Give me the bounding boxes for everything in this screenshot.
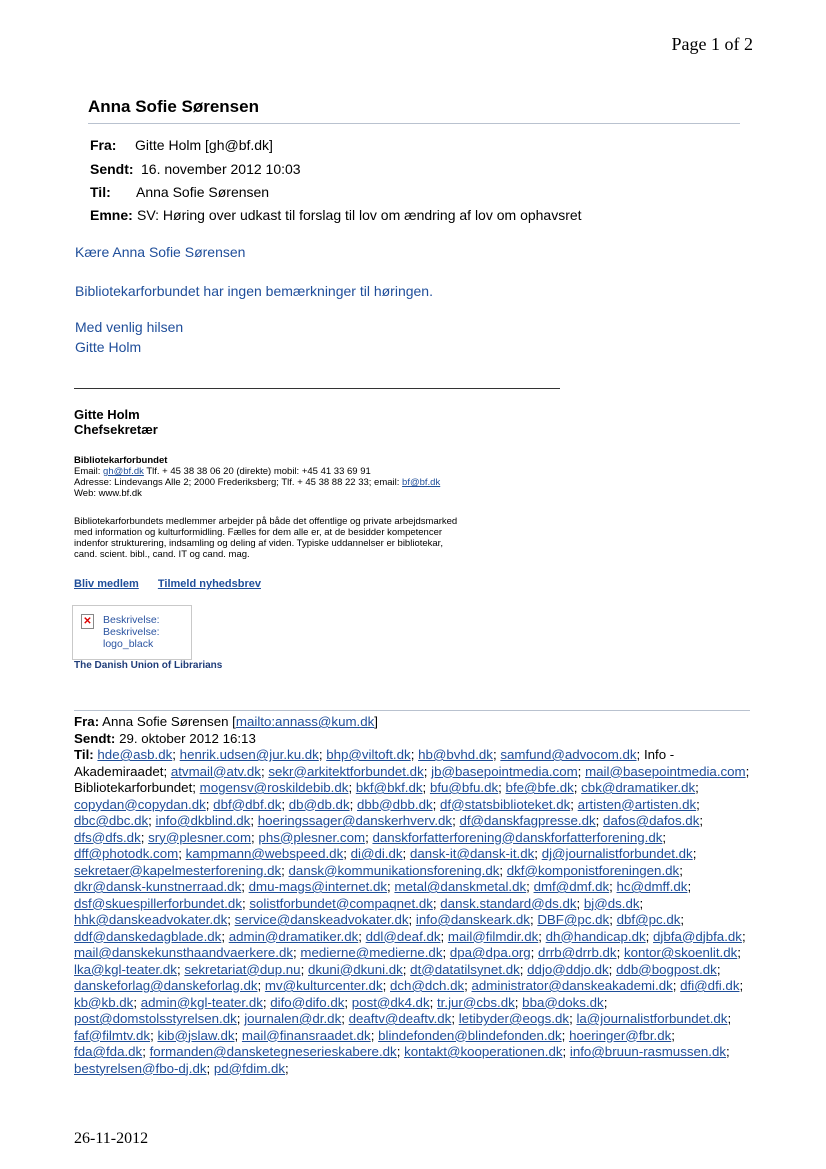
recipient-address[interactable]: dsf@skuespillerforbundet.dk [74, 895, 242, 911]
recipient-address[interactable]: df@danskfagpresse.dk [459, 813, 596, 828]
address-email-link[interactable]: bf@bf.dk [402, 477, 441, 488]
recipient-address[interactable]: medierne@medierne.dk [300, 945, 443, 960]
sent-label: Sendt: [90, 161, 134, 177]
recipient-address[interactable]: bhp@viltoft.dk [326, 747, 411, 762]
recipient-address[interactable]: hoeringssager@danskerhverv.dk [257, 813, 453, 828]
from-value: Gitte Holm [gh@bf.dk] [135, 137, 273, 153]
to-value: Anna Sofie Sørensen [136, 184, 270, 200]
recipient-address: Info - Akademiraadet [74, 747, 675, 779]
signature-email-line [74, 466, 371, 477]
recipient-address[interactable]: admin@dramatiker.dk [228, 928, 359, 944]
recipient-address: Bibliotekarforbundet [74, 780, 193, 795]
forwarded-message [74, 714, 750, 1077]
recipient-address[interactable]: hoeringer@fbr.dk [569, 1027, 672, 1043]
recipient-address[interactable]: mail@danskekunsthaandvaerkere.dk [74, 945, 293, 960]
signature-divider [74, 388, 560, 389]
recipient-address[interactable]: faf@filmtv.dk [74, 1027, 151, 1043]
closing: Med venlig hilsen [75, 319, 184, 335]
description-line-4: cand. scient. bibl., cand. IT og cand. mag. [74, 549, 250, 560]
recipient-address[interactable]: artisten@artisten.dk [577, 796, 697, 812]
recipient-address[interactable]: sekretaer@kapelmesterforening.dk [74, 862, 282, 878]
recipient-address[interactable]: atvmail@atv.dk [170, 763, 261, 779]
signature-links [74, 578, 277, 590]
recipient-address[interactable]: db@db.dk [288, 796, 350, 812]
page-number: Page 1 of 2 [671, 34, 753, 54]
broken-image-icon: ✕ [81, 614, 94, 629]
recipient-address[interactable]: bfe@bfe.dk [505, 780, 574, 795]
recipient-address[interactable]: copydan@copydan.dk [74, 796, 206, 812]
recipient-address[interactable]: tr.jur@cbs.dk [436, 994, 515, 1010]
forward-divider [74, 710, 750, 711]
recipient-address[interactable]: formanden@dansketegneserieskabere.dk [149, 1044, 397, 1059]
recipient-address[interactable]: dch@dch.dk [390, 978, 465, 993]
recipient-address[interactable]: sry@plesner.com [148, 829, 252, 845]
recipient-address[interactable]: dh@handicap.dk [545, 928, 646, 944]
signature-name: Gitte Holm [74, 407, 140, 422]
forwarded-sent-row: Sendt: 29. oktober 2012 16:13 [74, 730, 256, 746]
recipient-address[interactable]: df@statsbiblioteket.dk [440, 796, 571, 812]
footer-date: 26-11-2012 [74, 1130, 149, 1147]
recipient-address[interactable]: mail@filmdir.dk [447, 928, 539, 944]
recipient-address[interactable]: bfu@bfu.dk [429, 780, 499, 795]
recipient-address[interactable]: sekr@arkitektforbundet.dk [268, 763, 424, 779]
recipient-address[interactable]: service@danskeadvokater.dk [234, 912, 409, 927]
title-divider [88, 123, 740, 124]
signature-role: Chefsekretær [74, 422, 158, 437]
subject-value: SV: Høring over udkast til forslag til lov om ændring af lov om ophavsret [137, 207, 582, 223]
recipient-address[interactable]: mv@kulturcenter.dk [264, 978, 383, 993]
recipient-address[interactable]: phs@plesner.com [258, 829, 366, 845]
recipient-address[interactable]: dfi@dfi.dk [680, 978, 740, 993]
recipient-address[interactable]: djbfa@djbfa.dk [653, 928, 742, 944]
recipient-address[interactable]: bj@ds.dk [583, 895, 640, 911]
recipient-address[interactable]: ddjo@ddjo.dk [527, 961, 609, 977]
email-prefix: Email: [74, 466, 101, 477]
recipient-address[interactable]: kb@kb.dk [74, 994, 134, 1010]
recipient-address[interactable]: dkuni@dkuni.dk [307, 961, 403, 977]
recipient-address[interactable]: dkr@dansk-kunstnerraad.dk [74, 879, 242, 894]
recipient-address[interactable]: ddl@deaf.dk [365, 928, 441, 944]
recipient-address[interactable]: ddb@bogpost.dk [616, 961, 717, 977]
recipient-address[interactable]: info@dkblind.dk [155, 813, 251, 828]
recipient-address[interactable]: bkf@bkf.dk [355, 780, 423, 795]
newsletter-link[interactable]: Tilmeld nyhedsbrev [157, 578, 261, 590]
recipient-address[interactable]: administrator@danskeakademi.dk [471, 978, 673, 993]
recipient-address[interactable]: danskeforlag@danskeforlag.dk [74, 978, 258, 993]
recipient-address[interactable]: samfund@advocom.dk [500, 747, 637, 762]
recipient-address[interactable]: drrb@drrb.dk [538, 945, 617, 960]
to-label: Til: [90, 184, 111, 200]
recipient-address[interactable]: dkf@komponistforeningen.dk [506, 862, 680, 878]
recipient-address[interactable]: info@bruun-rasmussen.dk [569, 1044, 727, 1059]
recipient-address[interactable]: dfs@dfs.dk [74, 829, 141, 845]
recipient-address[interactable]: dpa@dpa.org [449, 945, 531, 960]
header-to-row [90, 184, 270, 200]
signature-email-link[interactable]: gh@bf.dk [103, 466, 144, 477]
recipient-address[interactable]: difo@difo.dk [270, 994, 345, 1010]
address-text: Adresse: Lindevangs Alle 2; 2000 Frederiksberg; Tlf. + 45 38 88 22 33; email: [74, 477, 400, 488]
recipient-address[interactable]: kontakt@kooperationen.dk [404, 1044, 563, 1059]
recipient-address[interactable]: henrik.udsen@jur.ku.dk [179, 747, 319, 762]
recipient-address[interactable]: metal@danskmetal.dk [394, 879, 527, 894]
recipient-address[interactable]: di@di.dk [350, 846, 403, 861]
recipient-address[interactable]: dj@journalistforbundet.dk [541, 846, 693, 861]
message-text: Bibliotekarforbundet har ingen bemærkninger til høringen. [75, 283, 433, 299]
recipient-address[interactable]: hde@asb.dk [97, 747, 173, 762]
recipient-address[interactable]: pd@fdim.dk [213, 1060, 286, 1076]
greeting: Kære Anna Sofie Sørensen [75, 244, 246, 260]
sent-value: 16. november 2012 10:03 [141, 161, 301, 177]
recipient-address[interactable]: cbk@dramatiker.dk [581, 780, 696, 795]
signature-web: Web: www.bf.dk [74, 488, 142, 499]
header-sent-row [90, 161, 301, 177]
phone-line: Tlf. + 45 38 38 06 20 (direkte) mobil: +45 41 33 69 91 [146, 466, 371, 477]
recipient-address[interactable]: mogensv@roskildebib.dk [199, 780, 349, 795]
header-from-row [90, 137, 273, 153]
description-line-3: indenfor strukturering, indsamling og deling af viden. Typiske uddannelser er bibliotekar, [74, 538, 443, 549]
closing-name: Gitte Holm [75, 339, 142, 355]
forwarded-from-mailto[interactable]: mailto:annass@kum.dk [235, 714, 375, 729]
recipient-address[interactable]: dbc@dbc.dk [74, 813, 149, 828]
recipient-address[interactable]: dff@photodk.com [74, 846, 179, 861]
description-line-2: med information og kulturformidling. Fælles for dem alle er, at de besidder kompetencer [74, 527, 443, 538]
recipient-address[interactable]: kampmann@webspeed.dk [185, 846, 344, 861]
recipient-address[interactable]: dbf@dbf.dk [213, 796, 282, 812]
signature-org: Bibliotekarforbundet [74, 455, 168, 466]
signature-address-line [74, 477, 440, 488]
recipient-address[interactable]: info@danskeark.dk [415, 912, 530, 927]
recipient-address[interactable]: mail@finansraadet.dk [241, 1027, 371, 1043]
recipient-address[interactable]: admin@kgl-teater.dk [140, 994, 263, 1010]
recipient-address[interactable]: dmf@dmf.dk [533, 879, 610, 894]
recipient-address[interactable]: blindefonden@blindefonden.dk [378, 1027, 562, 1043]
recipient-address[interactable]: dbb@dbb.dk [357, 796, 433, 812]
recipient-address[interactable]: ddf@danskedagblade.dk [74, 928, 222, 944]
recipient-address[interactable]: sekretariat@dup.nu [184, 961, 301, 977]
from-label: Fra: [90, 137, 117, 153]
header-subject-row [90, 207, 582, 223]
recipient-address[interactable]: solistforbundet@compaqnet.dk [249, 895, 433, 911]
forwarded-from-row: Fra: Anna Sofie Sørensen [mailto:annass@kum.dk] [74, 714, 378, 729]
image-alt-text: Beskrivelse: Beskrivelse: logo_black [103, 614, 160, 650]
recipient-address[interactable]: fda@fda.dk [74, 1044, 143, 1059]
recipient-address[interactable]: deaftv@deaftv.dk [348, 1011, 452, 1026]
recipient-address[interactable]: hb@bvhd.dk [418, 747, 493, 762]
recipient-address[interactable]: letibyder@eogs.dk [458, 1011, 570, 1026]
recipient-address[interactable]: bba@doks.dk [522, 994, 604, 1010]
recipient-address[interactable]: hhk@danskeadvokater.dk [74, 912, 228, 927]
recipient-address[interactable]: dt@datatilsynet.dk [410, 961, 520, 977]
recipient-address[interactable]: kontor@skoenlit.dk [623, 945, 738, 960]
recipient-address[interactable]: danskforfatterforening@danskforfatterforening.dk [372, 829, 663, 845]
recipient-address[interactable]: journalen@dr.dk [244, 1011, 342, 1026]
recipient-address[interactable]: dbf@pc.dk [616, 912, 681, 927]
recipient-address[interactable]: post@dk4.dk [351, 994, 430, 1010]
recipient-address[interactable]: dafos@dafos.dk [603, 813, 700, 828]
recipient-address[interactable]: dmu-mags@internet.dk [248, 879, 388, 894]
document-title: Anna Sofie Sørensen [88, 97, 259, 116]
signature-name-block [74, 407, 158, 437]
recipient-address[interactable]: dansk-it@dansk-it.dk [409, 846, 535, 861]
recipient-address[interactable]: bestyrelsen@fbo-dj.dk [74, 1060, 207, 1076]
recipient-address[interactable]: mail@basepointmedia.com [585, 763, 746, 779]
recipient-address[interactable]: post@domstolsstyrelsen.dk [74, 1011, 237, 1026]
recipient-address[interactable]: lka@kgl-teater.dk [74, 961, 177, 977]
union-name: The Danish Union of Librarians [74, 660, 223, 671]
recipient-address[interactable]: hc@dmff.dk [616, 879, 688, 894]
recipients-list: Til: hde@asb.dk; henrik.udsen@jur.ku.dk; bhp@viltoft.dk; hb@bvhd.dk; samfund@advocom.dk; Info - Akademiraadet; atvmail@atv.dk; sekr@arkitektforbundet.dk; jb@basepointmedia.com; mail@basepointmedia.com; Bibliotekarforbundet; mogensv@roskildebib.dk; bkf@bkf.dk; bfu@bfu.dk; bfe@bfe.dk; cbk@dramatiker.dk; copydan@copydan.dk; dbf@dbf.dk; db@db.dk; dbb@dbb.dk; df@statsbiblioteket.dk; artisten@artisten.dk; dbc@dbc.dk; info@dkblind.dk; hoeringssager@danskerhverv.dk; df@danskfagpresse.dk; dafos@dafos.dk; dfs@dfs.dk; sry@plesner.com; phs@plesner.com; danskforfatterforening@danskforfatterforening.dk; dff@photodk.com; kampmann@webspeed.dk; di@di.dk; dansk-it@dansk-it.dk; dj@journalistforbundet.dk; sekretaer@kapelmesterforening.dk; dansk@kommunikationsforening.dk; dkf@komponistforeningen.dk; dkr@dansk-kunstnerraad.dk; dmu-mags@internet.dk; metal@danskmetal.dk; dmf@dmf.dk; hc@dmff.dk; dsf@skuespillerforbundet.dk; solistforbundet@compaqnet.dk; dansk.standard@ds.dk; bj@ds.dk; hhk@danskeadvokater.dk; service@danskeadvokater.dk; info@danskeark.dk; DBF@pc.dk; dbf@pc.dk; ddf@danskedagblade.dk; admin@dramatiker.dk; ddl@deaf.dk; mail@filmdir.dk; dh@handicap.dk; djbfa@djbfa.dk; mail@danskekunsthaandvaerkere.dk; medierne@medierne.dk; dpa@dpa.org; drrb@drrb.dk; kontor@skoenlit.dk; lka@kgl-teater.dk; sekretariat@dup.nu; dkuni@dkuni.dk; dt@datatilsynet.dk; ddjo@ddjo.dk; ddb@bogpost.dk; danskeforlag@danskeforlag.dk; mv@kulturcenter.dk; dch@dch.dk; administrator@danskeakademi.dk; dfi@dfi.dk; kb@kb.dk; admin@kgl-teater.dk; difo@difo.dk; post@dk4.dk; tr.jur@cbs.dk; bba@doks.dk; post@domstolsstyrelsen.dk; journalen@dr.dk; deaftv@deaftv.dk; letibyder@eogs.dk; la@journalistforbundet.dk; faf@filmtv.dk; kib@jslaw.dk; mail@finansraadet.dk; blindefonden@blindefonden.dk; hoeringer@fbr.dk; fda@fda.dk; formanden@dansketegneserieskabere.dk; kontakt@kooperationen.dk; info@bruun-rasmussen.dk; bestyrelsen@fbo-dj.dk; pd@fdim.dk; [74, 747, 750, 1076]
recipient-address[interactable]: jb@basepointmedia.com [431, 763, 578, 779]
recipient-address[interactable]: DBF@pc.dk [537, 912, 610, 927]
recipient-address[interactable]: dansk.standard@ds.dk [440, 895, 577, 911]
description-line-1: Bibliotekarforbundets medlemmer arbejder på både det offentlige og private arbejdsmarked [74, 516, 458, 527]
recipient-address[interactable]: la@journalistforbundet.dk [576, 1011, 728, 1026]
logo-image-placeholder [72, 605, 192, 660]
subject-label: Emne: [90, 207, 133, 223]
join-link[interactable]: Bliv medlem [74, 578, 139, 590]
recipient-address[interactable]: kib@jslaw.dk [157, 1027, 235, 1043]
recipient-address[interactable]: dansk@kommunikationsforening.dk [288, 862, 500, 878]
